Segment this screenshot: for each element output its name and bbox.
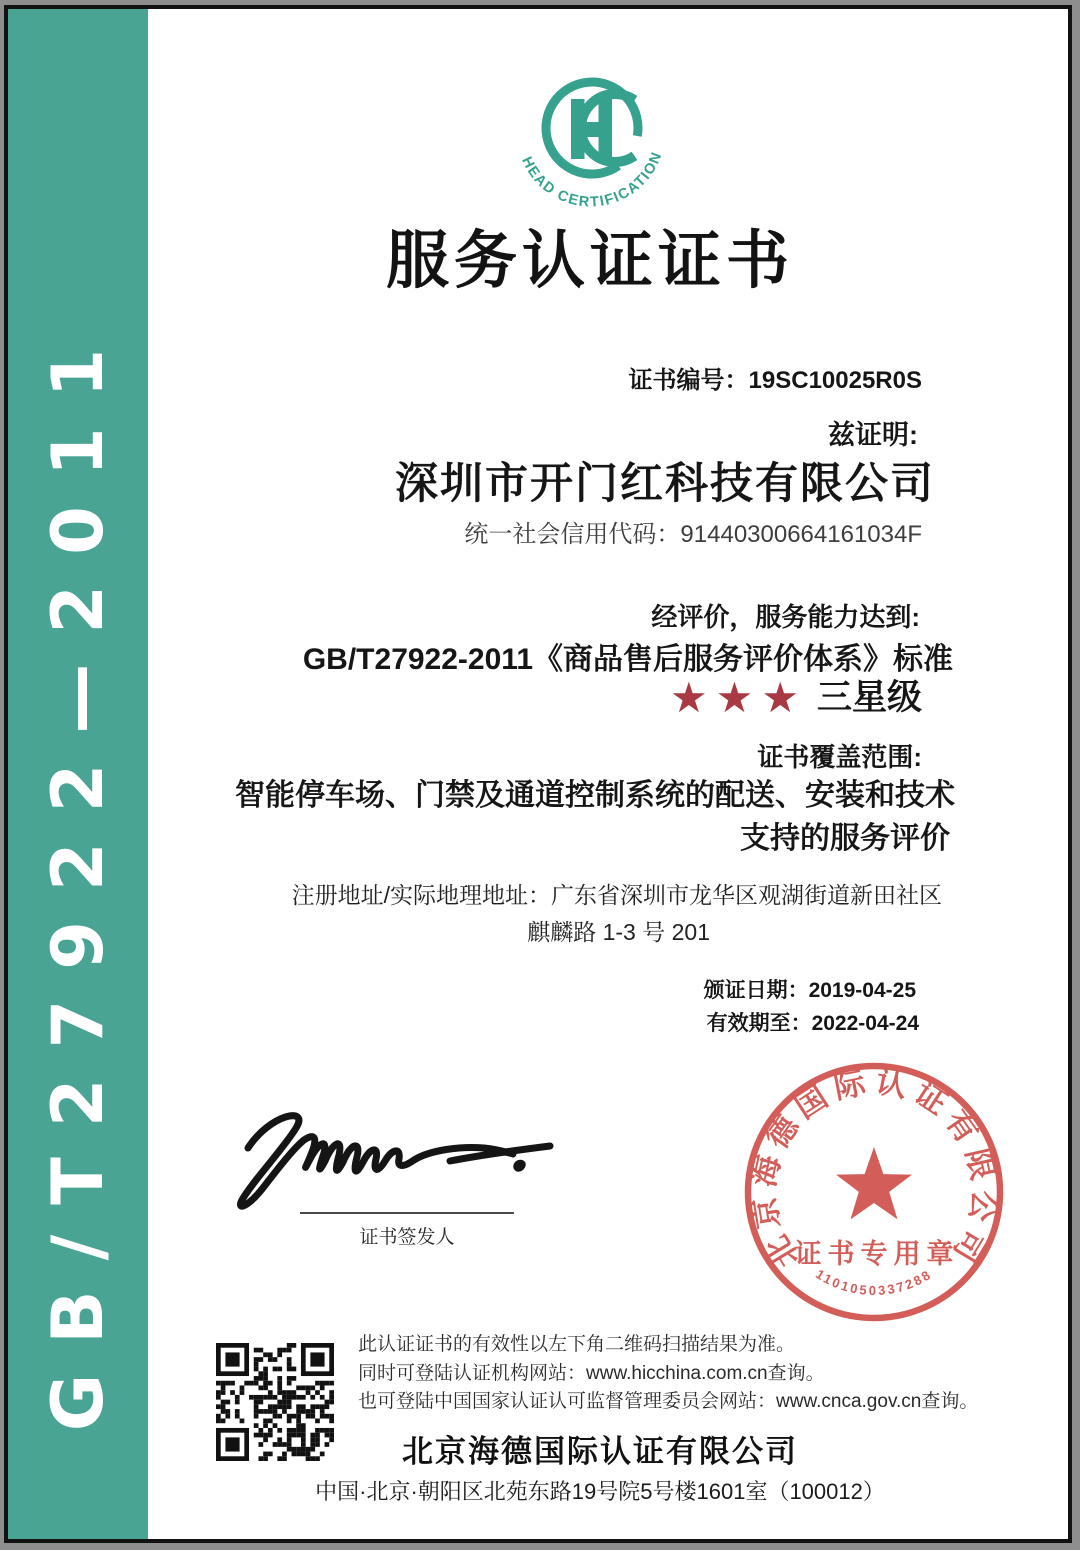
- company-name: 深圳市开门红科技有限公司: [395, 460, 935, 508]
- star-rating-row: [670, 670, 922, 722]
- note-line: 此认证证书的有效性以左下角二维码扫描结果为准。: [358, 1334, 796, 1355]
- credit-code-line: [464, 514, 922, 549]
- seal-star-icon: [836, 1147, 912, 1219]
- registered-address-line: [292, 877, 942, 910]
- valid-until-value: 2022-04-24: [811, 1012, 919, 1035]
- note-line: 同时可登陆认证机构网站：www.hicchina.com.cn查询。: [358, 1362, 825, 1384]
- scope-line-2: 支持的服务评价: [740, 822, 950, 855]
- star-grade-label: 三星级: [816, 678, 922, 717]
- star-icons: ★★★: [670, 674, 807, 721]
- valid-until-line: [707, 1007, 919, 1037]
- evaluation-intro: 经评价，服务能力达到:: [651, 602, 920, 632]
- issue-date-label: 颁证日期：: [703, 979, 809, 1002]
- certify-label: 兹证明:: [828, 420, 918, 450]
- registered-address-line-2: 麒麟路 1-3 号 201: [527, 919, 710, 945]
- credit-code-value: 91440300664161034F: [680, 521, 922, 548]
- certificate-title: 服务认证证书: [386, 226, 794, 296]
- certificate-number-line: [629, 360, 922, 395]
- credit-code-label: 统一社会信用代码：: [464, 521, 681, 548]
- signature-line: [300, 1212, 514, 1214]
- signer-label: 证书签发人: [359, 1227, 455, 1248]
- sidebar-standard-code-text: GB/T27922—2011: [37, 318, 120, 1432]
- issue-date-line: [704, 974, 916, 1004]
- company-seal-stamp-icon: [741, 1059, 1007, 1325]
- signature-icon: [218, 1104, 563, 1216]
- certificate-number-value: 19SC10025R0S: [748, 367, 922, 394]
- address-label: 注册地址/实际地理地址：: [291, 882, 551, 908]
- seal-ring-text: 北京海德国际认证有限公司: [745, 1063, 1003, 1275]
- certificate-number-label: 证书编号：: [628, 367, 749, 394]
- seal-serial-number: 1101050337288: [813, 1266, 935, 1299]
- issue-date-value: 2019-04-25: [808, 979, 916, 1002]
- svg-text:1101050337288: [813, 1266, 935, 1298]
- address-value: 广东省深圳市龙华区观湖街道新田社区: [551, 882, 942, 908]
- scope-line-1: 智能停车场、门禁及通道控制系统的配送、安装和技术: [235, 779, 955, 812]
- head-certification-logo-icon: [452, 76, 732, 210]
- issuer-company-name: 北京海德国际认证有限公司: [402, 1434, 798, 1469]
- validity-notes: [358, 1331, 978, 1417]
- valid-until-label: 有效期至：: [706, 1012, 812, 1035]
- seal-center-label: 证书专用章: [794, 1239, 960, 1269]
- issuer-company-address: 中国·北京·朝阳区北苑东路19号院5号楼1601室（100012）: [315, 1479, 885, 1504]
- note-line: 也可登陆中国国家认证认可监督管理委员会网站：www.cnca.gov.cn查询。: [358, 1391, 979, 1412]
- standard-line: GB/T27922-2011《商品售后服务评价体系》标准: [302, 643, 953, 676]
- logo-arc-text: HEAD CERTIFICATION: [518, 149, 666, 210]
- scope-label: 证书覆盖范围:: [757, 742, 922, 772]
